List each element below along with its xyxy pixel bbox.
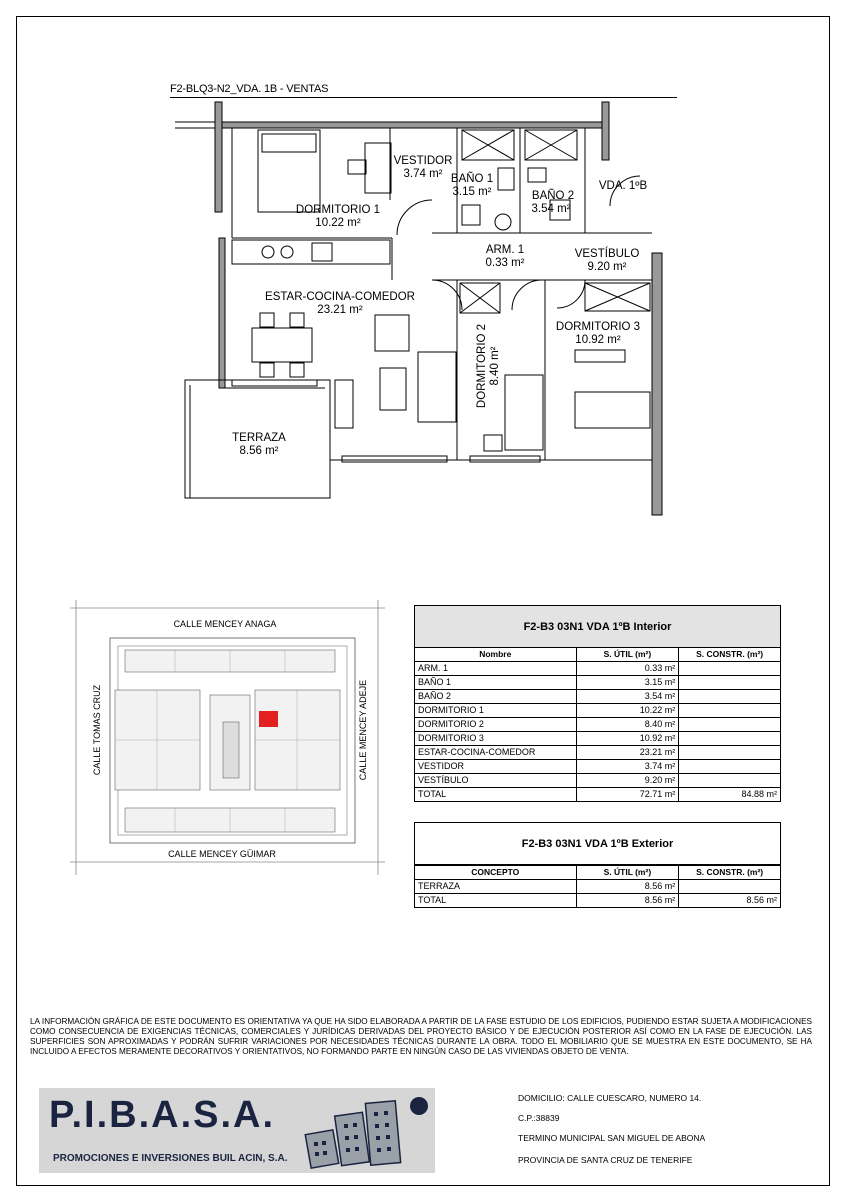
table-total-row: TOTAL 72.71 m² 84.88 m² bbox=[415, 788, 781, 802]
interior-table-title-text: F2-B3 03N1 VDA 1ºB Interior bbox=[523, 621, 672, 633]
table-row: ARM. 1 0.33 m² bbox=[415, 662, 781, 676]
address-termino: TERMINO MUNICIPAL SAN MIGUEL DE ABONA bbox=[518, 1133, 706, 1143]
interior-table-title bbox=[414, 605, 781, 648]
company-logo bbox=[39, 1088, 435, 1173]
room-dormitorio2-name: DORMITORIO 2 bbox=[476, 323, 488, 409]
table-row: BAÑO 1 3.15 m² bbox=[415, 676, 781, 690]
room-vda-name: VDA. 1ºB bbox=[598, 180, 648, 192]
room-vestibulo-area: 9.20 m² bbox=[587, 261, 627, 273]
table-row: DORMITORIO 2 8.40 m² bbox=[415, 718, 781, 732]
room-dormitorio1-name: DORMITORIO 1 bbox=[295, 204, 381, 216]
street-top-label: CALLE MENCEY ANAGA bbox=[173, 619, 277, 629]
table-row: BAÑO 2 3.54 m² bbox=[415, 690, 781, 704]
room-arm1-area: 0.33 m² bbox=[485, 257, 525, 269]
address-provincia: PROVINCIA DE SANTA CRUZ DE TENERIFE bbox=[518, 1155, 693, 1165]
exterior-table-title-text: F2-B3 03N1 VDA 1ºB Exterior bbox=[521, 838, 674, 850]
exterior-table-title bbox=[414, 822, 781, 865]
table-row: ESTAR-COCINA-COMEDOR 23.21 m² bbox=[415, 746, 781, 760]
room-bano2-name: BAÑO 2 bbox=[531, 190, 575, 202]
address-cp: C.P.:38839 bbox=[518, 1113, 560, 1123]
room-dormitorio3-name: DORMITORIO 3 bbox=[555, 321, 641, 333]
exterior-header-concepto: CONCEPTO bbox=[415, 866, 577, 880]
table-total-row: TOTAL 8.56 m² 8.56 m² bbox=[415, 894, 781, 908]
room-bano1-name: BAÑO 1 bbox=[450, 173, 494, 185]
street-left-label: CALLE TOMAS CRUZ bbox=[92, 684, 102, 776]
room-dormitorio2-area: 8.40 m² bbox=[489, 346, 501, 386]
room-estar-name: ESTAR-COCINA-COMEDOR bbox=[265, 291, 415, 303]
exterior-header-constr: S. CONSTR. (m²) bbox=[679, 866, 781, 880]
street-right-label: CALLE MENCEY ADEJE bbox=[358, 679, 368, 781]
room-bano2-area: 3.54 m² bbox=[531, 203, 571, 215]
unit-highlight bbox=[259, 711, 278, 727]
room-estar-area: 23.21 m² bbox=[317, 304, 363, 316]
site-map bbox=[70, 600, 385, 875]
disclaimer-text: LA INFORMACIÓN GRÁFICA DE ESTE DOCUMENTO ES ORIENTATIVA YA QUE HA SIDO ELABORADA A PARTIR DE LA FASE ESTUDIO DE LOS EDIFICIOS, PUDIENDO ESTAR SUJETA A MODIFICACIONES COMO CONSECUENCIA DE EXIGENCIAS TÉCNICAS, COMERCIALES Y JURÍDICAS DERIVADAS DEL PROYECTO BÁSICO Y DE EJECUCIÓN POSTERIOR ASÍ COMO EN LA FASE DE EJECUCIÓN. LAS SUPERFICIES SON APROXIMADAS Y PODRÁN SUFRIR VARIACIONES POR NECESIDADES TÉCNICAS DURANTE LA OBRA. TODO EL MOBILIARIO QUE SE MUESTRA EN ESTE DOCUMENTO, SE HA INCLUIDO A EFECTOS MERAMENTE DECORATIVOS Y ORIENTATIVOS, NO FORMANDO PARTE EN NINGÚN CASO DE LAS VIVIENDAS OBJETO DE VENTA. bbox=[30, 1017, 812, 1056]
exterior-header-util: S. ÚTIL (m²) bbox=[576, 866, 679, 880]
interior-header-name: Nombre bbox=[415, 648, 577, 662]
plan-title: F2-BLQ3-N2_VDA. 1B - VENTAS bbox=[170, 83, 329, 95]
room-vestibulo-name: VESTÍBULO bbox=[574, 248, 640, 260]
logo-subtitle: PROMOCIONES E INVERSIONES BUIL ACIN, S.A. bbox=[53, 1153, 288, 1164]
interior-header-constr: S. CONSTR. (m²) bbox=[679, 648, 781, 662]
room-terraza-name: TERRAZA bbox=[232, 432, 286, 444]
interior-table bbox=[414, 647, 781, 802]
room-dormitorio3-area: 10.92 m² bbox=[575, 334, 621, 346]
exterior-table bbox=[414, 865, 781, 908]
address-domicilio: DOMICILIO: CALLE CUESCARO, NUMERO 14. bbox=[518, 1093, 702, 1103]
table-row: DORMITORIO 1 10.22 m² bbox=[415, 704, 781, 718]
interior-header-util: S. ÚTIL (m²) bbox=[576, 648, 679, 662]
room-bano1-area: 3.15 m² bbox=[452, 186, 492, 198]
logo-name: P.I.B.A.S.A. bbox=[49, 1094, 276, 1136]
room-vestidor-name: VESTIDOR bbox=[393, 155, 453, 167]
room-arm1-name: ARM. 1 bbox=[485, 244, 525, 256]
buildings-icon bbox=[304, 1092, 434, 1170]
room-terraza-area: 8.56 m² bbox=[239, 445, 279, 457]
room-vestidor-area: 3.74 m² bbox=[403, 168, 443, 180]
table-row: VESTÍBULO 9.20 m² bbox=[415, 774, 781, 788]
table-row: TERRAZA 8.56 m² bbox=[415, 880, 781, 894]
room-dormitorio1-area: 10.22 m² bbox=[315, 217, 361, 229]
street-bottom-label: CALLE MENCEY GÜIMAR bbox=[168, 849, 276, 859]
table-row: DORMITORIO 3 10.92 m² bbox=[415, 732, 781, 746]
table-row: VESTIDOR 3.74 m² bbox=[415, 760, 781, 774]
